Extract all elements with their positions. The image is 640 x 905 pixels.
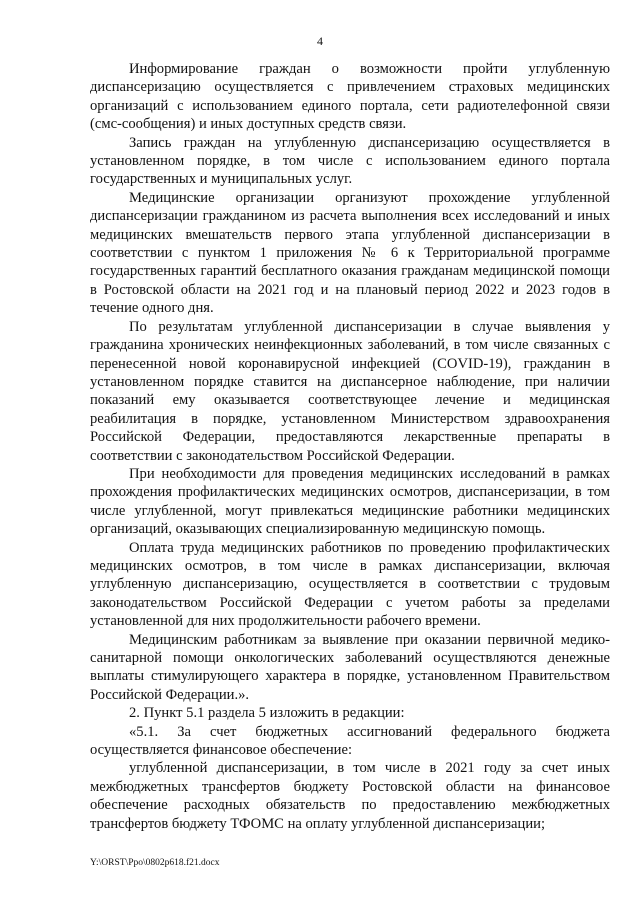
paragraph-organization: Медицинские организации организуют прохождение углубленной диспансеризации гражданином из расчета выполнения всех исследований и иных медицинских вмешательств первого этапа углубленной диспансеризации в соответствии с пунктом 1 приложения № 6 к Территориальной программе государственных гарантий бесплатного оказания гражданам медицинской помощи в Ростовской области на 2021 год и на плановый период 2022 и 2023 годов в течение одного дня. (90, 189, 610, 317)
paragraph-item-2: 2. Пункт 5.1 раздела 5 изложить в редакции: (129, 705, 405, 722)
paragraph-oncology: Медицинским работникам за выявление при оказании первичной медико-санитарной помощи онкологических заболеваний осуществляются денежные выплаты стимулирующего характера в порядке, установленном Правительством Российской Федерации.». (90, 631, 610, 703)
paragraph-specialists: При необходимости для проведения медицинских исследований в рамках прохождения профилактических медицинских осмотров, диспансеризации, в том числе углубленной, могут привлекаться медицинские работники медицинских организаций, оказывающих специализированную медицинскую помощь. (90, 465, 610, 538)
paragraph-item-5-1: «5.1. За счет бюджетных ассигнований федерального бюджета осуществляется финансовое обеспечение: (90, 723, 610, 759)
document-body (90, 60, 610, 833)
paragraph-informing: Информирование граждан о возможности пройти углубленную диспансеризацию осуществляется с привлечением страховых медицинских организаций с использованием единого портала, сети радиотелефонной связи (смс-сообщения) и иных доступных средств связи. (90, 61, 610, 133)
paragraph-results: По результатам углубленной диспансеризации в случае выявления у гражданина хронических неинфекционных заболеваний, в том числе связанных с перенесенной новой коронавирусной инфекцией (COVID-19), гражданин в установленном порядке ставится на диспансерное наблюдение, при наличии показаний ему оказывается соответствующее лечение и медицинская реабилитация в порядке, установленном Министерством здравоохранения Российской Федерации, предоставляются лекарственные препараты в соответствии с законодательством Российской Федерации. (90, 318, 610, 464)
footer-file-path: Y:\ORST\Ppo\0802p618.f21.docx (90, 858, 220, 868)
paragraph-payment: Оплата труда медицинских работников по проведению профилактических медицинских осмотров, в том числе в рамках диспансеризации, включая углубленную диспансеризацию, осуществляется в соответствии с трудовым законодательством Российской Федерации с учетом работы за пределами установленной для них продолжительности рабочего времени. (90, 539, 610, 630)
page-number: 4 (317, 34, 323, 48)
paragraph-deep-dispensary: углубленной диспансеризации, в том числе в 2021 году за счет иных межбюджетных трансфертов бюджету Ростовской области на финансовое обеспечение расходных обязательств по предоставлению межбюджетных трансфертов бюджету ТФОМС на оплату углубленной диспансеризации; (90, 760, 610, 832)
paragraph-registration: Запись граждан на углубленную диспансеризацию осуществляется в установленном порядке, в том числе с использованием единого портала государственных и муниципальных услуг. (90, 134, 610, 188)
